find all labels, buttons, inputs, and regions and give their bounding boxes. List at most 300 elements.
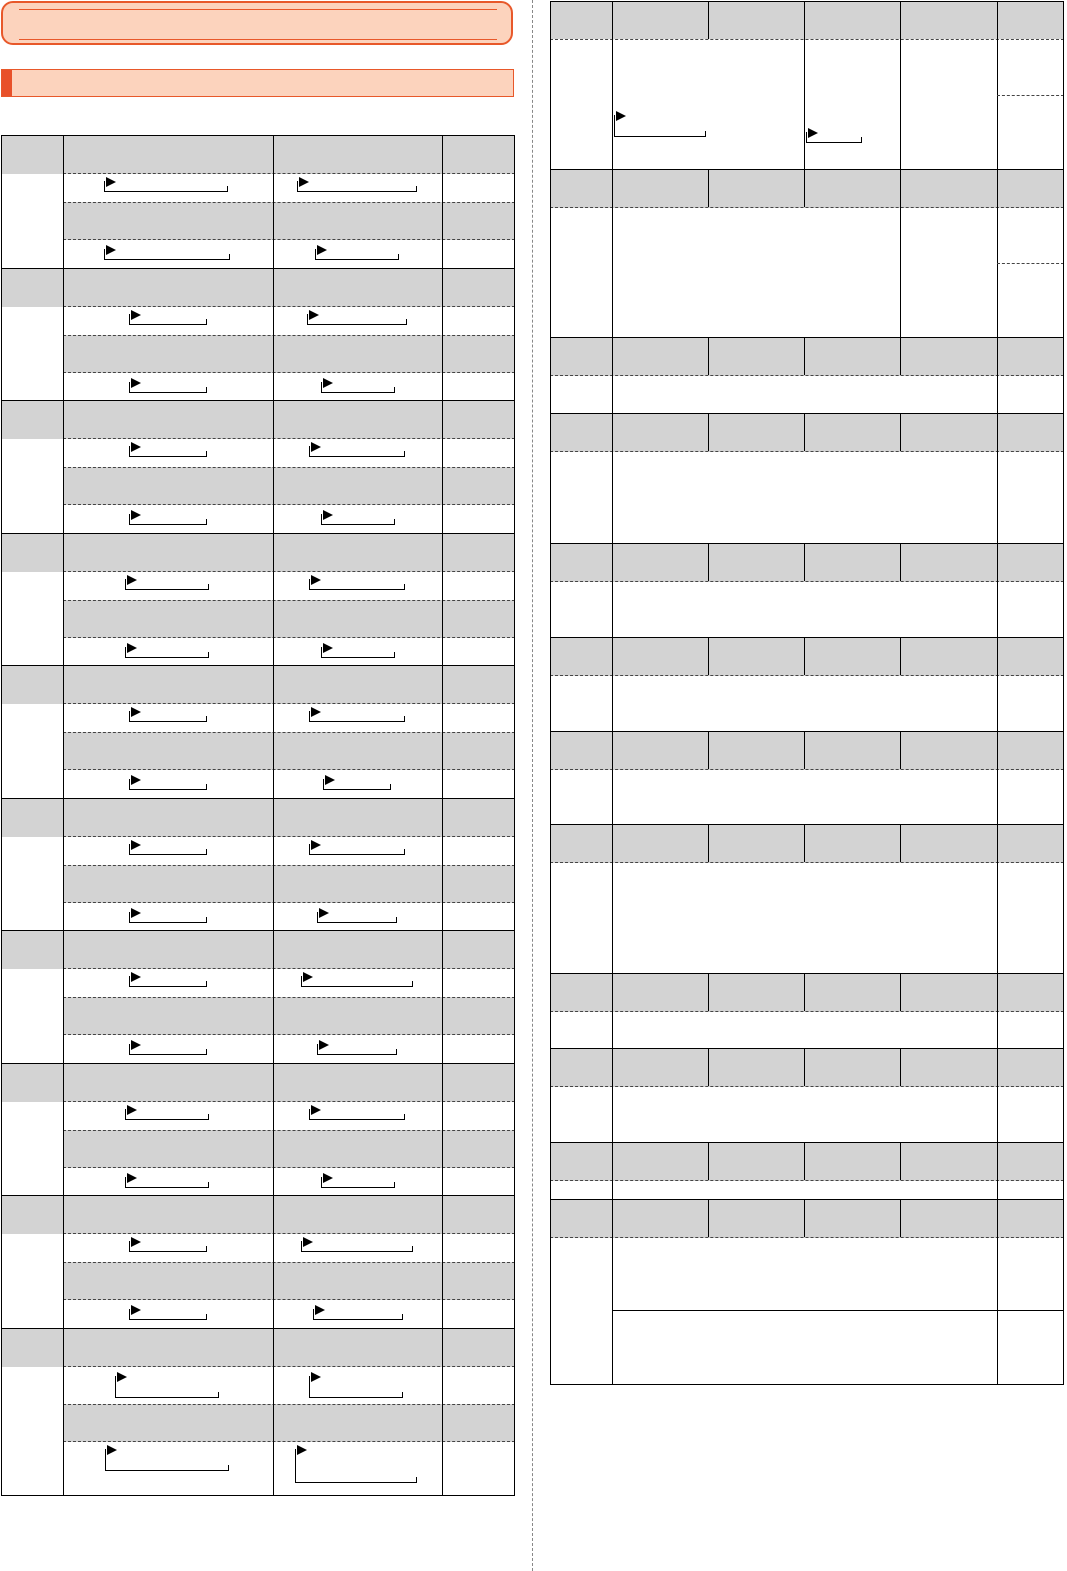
route-arrow-icon	[297, 181, 417, 192]
column-rule	[900, 207, 901, 337]
route-arrow-right	[218, 1392, 219, 1398]
column-rule	[708, 637, 709, 675]
column-rule	[997, 1, 998, 39]
route-arrow-icon	[301, 976, 413, 987]
route-arrow-head-icon	[311, 840, 321, 850]
column-rule	[997, 451, 998, 543]
table-subheader-row	[63, 1130, 515, 1168]
route-arrow-right	[208, 1182, 209, 1188]
column-rule	[900, 169, 901, 207]
route-arrow-right	[206, 1049, 207, 1055]
route-arrow-icon	[323, 779, 391, 790]
route-arrow-right	[406, 319, 407, 325]
route-arrow-line	[317, 922, 397, 923]
route-arrow-left	[104, 249, 105, 260]
table-header-row	[550, 1, 1064, 39]
route-arrow-left	[129, 446, 130, 457]
route-arrow-right	[404, 849, 405, 855]
row-rule	[550, 1086, 1064, 1087]
column-rule	[997, 824, 998, 862]
column-rule	[804, 169, 805, 207]
route-arrow-line	[301, 986, 413, 987]
route-arrow-left	[301, 1241, 302, 1252]
route-arrow-left	[115, 1376, 116, 1398]
route-arrow-icon	[104, 249, 230, 260]
column-rule	[900, 973, 901, 1011]
column-rule	[442, 135, 443, 1496]
route-arrow-line	[309, 721, 405, 722]
table-header-row	[550, 824, 1064, 863]
route-arrow-right	[394, 519, 395, 525]
route-arrow-left	[129, 976, 130, 987]
route-arrow-icon	[105, 1449, 229, 1471]
route-arrow-icon	[321, 382, 395, 393]
route-arrow-icon	[125, 1109, 209, 1120]
route-arrow-head-icon	[311, 707, 321, 717]
title-rule-bottom	[19, 39, 497, 40]
row-rule	[550, 451, 1064, 452]
column-rule	[804, 824, 805, 862]
route-arrow-head-icon	[131, 378, 141, 388]
table-subheader-row	[63, 467, 515, 505]
column-rule	[997, 1086, 998, 1142]
column-rule	[804, 413, 805, 451]
route-arrow-head-icon	[127, 643, 137, 653]
column-rule	[804, 543, 805, 581]
route-arrow-left	[125, 1109, 126, 1120]
route-arrow-left	[105, 1449, 106, 1471]
route-arrow-head-icon	[319, 908, 329, 918]
route-arrow-icon	[129, 1309, 207, 1320]
column-rule	[900, 1199, 901, 1237]
section-marker	[2, 70, 12, 96]
route-arrow-left	[125, 647, 126, 658]
route-arrow-left	[297, 181, 298, 192]
table-subheader-row	[63, 997, 515, 1035]
column-rule	[273, 135, 274, 1496]
route-arrow-head-icon	[131, 442, 141, 452]
route-arrow-left	[323, 779, 324, 790]
route-arrow-head-icon	[106, 177, 116, 187]
right-table	[550, 1, 1064, 1385]
column-rule	[708, 1, 709, 39]
route-arrow-icon	[125, 579, 209, 590]
route-arrow-right	[390, 784, 391, 790]
route-arrow-line	[105, 1470, 229, 1471]
route-arrow-head-icon	[297, 1445, 307, 1455]
table-header-row	[550, 413, 1064, 452]
column-rule	[612, 451, 613, 543]
route-arrow-line	[129, 524, 207, 525]
column-rule	[708, 824, 709, 862]
column-rule	[997, 1180, 998, 1200]
route-arrow-right	[208, 1114, 209, 1120]
route-arrow-left	[129, 711, 130, 722]
row-rule	[550, 207, 1064, 208]
table-header-row	[1, 533, 515, 572]
route-arrow-right	[404, 1114, 405, 1120]
route-arrow-right	[227, 186, 228, 192]
column-rule	[612, 731, 613, 769]
column-rule	[708, 731, 709, 769]
route-arrow-line	[129, 1054, 207, 1055]
route-arrow-icon	[129, 1241, 207, 1252]
route-arrow-left	[295, 1449, 296, 1483]
route-arrow-right	[404, 716, 405, 722]
route-arrow-head-icon	[106, 245, 116, 255]
column-rule	[900, 337, 901, 375]
route-arrow-icon	[806, 132, 862, 143]
route-arrow-right	[394, 387, 395, 393]
route-arrow-right	[416, 1477, 417, 1483]
row-rule	[550, 1237, 1064, 1238]
route-arrow-icon	[104, 181, 228, 192]
route-arrow-line	[614, 136, 706, 137]
route-arrow-line	[129, 1319, 207, 1320]
route-arrow-head-icon	[303, 1237, 313, 1247]
column-rule	[804, 1199, 805, 1237]
column-rule	[708, 413, 709, 451]
column-rule	[612, 1048, 613, 1086]
column-rule	[900, 39, 901, 169]
route-arrow-left	[614, 115, 615, 137]
table-subheader-row	[63, 1404, 515, 1442]
route-arrow-right	[861, 137, 862, 143]
route-arrow-right	[402, 1392, 403, 1398]
route-arrow-right	[206, 784, 207, 790]
route-arrow-head-icon	[311, 1372, 321, 1382]
table-header-row	[550, 337, 1064, 376]
route-arrow-line	[125, 1187, 209, 1188]
route-arrow-line	[129, 1251, 207, 1252]
route-arrow-left	[321, 382, 322, 393]
route-arrow-head-icon	[317, 245, 327, 255]
column-rule	[900, 731, 901, 769]
row-rule	[550, 375, 1064, 376]
route-arrow-left	[301, 976, 302, 987]
route-arrow-right	[394, 1182, 395, 1188]
route-arrow-line	[125, 1119, 209, 1120]
column-rule	[997, 581, 998, 637]
route-arrow-right	[206, 849, 207, 855]
route-arrow-right	[398, 254, 399, 260]
route-arrow-line	[129, 922, 207, 923]
table-subheader-row	[63, 202, 515, 240]
route-arrow-icon	[313, 1309, 403, 1320]
route-arrow-icon	[614, 115, 706, 137]
route-arrow-left	[129, 1044, 130, 1055]
route-arrow-right	[394, 652, 395, 658]
column-rule	[997, 769, 998, 825]
route-arrow-head-icon	[127, 1173, 137, 1183]
route-arrow-right	[206, 1314, 207, 1320]
table-header-row	[1, 135, 515, 174]
row-rule	[997, 263, 1064, 264]
column-rule	[612, 39, 613, 169]
route-arrow-icon	[129, 1044, 207, 1055]
route-arrow-line	[115, 1397, 219, 1398]
route-arrow-head-icon	[616, 111, 626, 121]
column-rule	[997, 413, 998, 451]
table-header-row	[550, 543, 1064, 582]
column-rule	[997, 637, 998, 675]
route-arrow-right	[206, 319, 207, 325]
route-arrow-left	[125, 1177, 126, 1188]
route-arrow-right	[396, 917, 397, 923]
column-rule	[997, 862, 998, 973]
route-arrow-head-icon	[131, 840, 141, 850]
column-rule	[804, 337, 805, 375]
route-arrow-line	[297, 191, 417, 192]
route-arrow-left	[307, 314, 308, 325]
route-arrow-line	[129, 324, 207, 325]
column-rule	[997, 337, 998, 375]
column-rule	[997, 543, 998, 581]
column-rule	[612, 824, 613, 862]
route-arrow-left	[315, 249, 316, 260]
route-arrow-head-icon	[323, 643, 333, 653]
route-arrow-head-icon	[311, 575, 321, 585]
route-arrow-right	[228, 1465, 229, 1471]
table-header-row	[1, 798, 515, 837]
route-arrow-head-icon	[311, 442, 321, 452]
route-arrow-head-icon	[107, 1445, 117, 1455]
route-arrow-line	[806, 142, 862, 143]
table-header-row	[550, 169, 1064, 208]
route-arrow-icon	[115, 1376, 219, 1398]
column-rule	[612, 1237, 613, 1385]
route-arrow-left	[309, 711, 310, 722]
table-subheader-row	[63, 335, 515, 373]
route-arrow-left	[129, 382, 130, 393]
route-arrow-right	[396, 1049, 397, 1055]
column-rule	[708, 169, 709, 207]
route-arrow-right	[229, 254, 230, 260]
column-rule	[612, 581, 613, 637]
column-rule	[997, 1237, 998, 1385]
row-rule	[997, 95, 1064, 96]
table-header-row	[550, 1048, 1064, 1087]
route-arrow-line	[307, 324, 407, 325]
route-arrow-left	[321, 514, 322, 525]
table-subheader-row	[63, 732, 515, 770]
route-arrow-left	[317, 1044, 318, 1055]
route-arrow-line	[125, 589, 209, 590]
route-arrow-head-icon	[315, 1305, 325, 1315]
column-rule	[804, 1142, 805, 1180]
column-rule	[804, 1, 805, 39]
route-arrow-icon	[129, 844, 207, 855]
route-arrow-right	[206, 1246, 207, 1252]
route-arrow-line	[309, 1397, 403, 1398]
table-header-row	[550, 1199, 1064, 1238]
route-arrow-head-icon	[323, 1173, 333, 1183]
route-arrow-right	[206, 387, 207, 393]
route-arrow-icon	[321, 647, 395, 658]
route-arrow-head-icon	[131, 510, 141, 520]
route-arrow-left	[309, 1376, 310, 1398]
table-header-row	[1, 400, 515, 439]
column-rule	[612, 1180, 613, 1200]
row-rule	[550, 39, 1064, 40]
route-arrow-right	[404, 451, 405, 457]
column-rule	[997, 731, 998, 769]
column-rule	[612, 1142, 613, 1180]
route-arrow-line	[309, 854, 405, 855]
route-arrow-head-icon	[325, 775, 335, 785]
route-arrow-head-icon	[323, 510, 333, 520]
route-arrow-head-icon	[311, 1105, 321, 1115]
route-arrow-line	[309, 1119, 405, 1120]
route-arrow-line	[129, 392, 207, 393]
route-arrow-head-icon	[131, 908, 141, 918]
route-arrow-icon	[129, 711, 207, 722]
column-rule	[612, 337, 613, 375]
route-arrow-left	[129, 1309, 130, 1320]
column-rule	[997, 1048, 998, 1086]
route-arrow-right	[416, 186, 417, 192]
route-arrow-icon	[309, 446, 405, 457]
column-rule	[63, 135, 64, 1496]
route-arrow-head-icon	[131, 1237, 141, 1247]
route-arrow-line	[323, 789, 391, 790]
column-rule	[997, 207, 998, 337]
route-arrow-left	[104, 181, 105, 192]
route-arrow-line	[129, 456, 207, 457]
column-rule	[612, 973, 613, 1011]
column-rule	[612, 1199, 613, 1237]
route-arrow-head-icon	[299, 177, 309, 187]
route-arrow-icon	[309, 579, 405, 590]
route-arrow-right	[402, 1314, 403, 1320]
route-arrow-right	[705, 131, 706, 137]
route-arrow-icon	[317, 912, 397, 923]
row-rule	[550, 769, 1064, 770]
column-divider	[532, 0, 533, 1571]
route-arrow-head-icon	[131, 310, 141, 320]
route-arrow-line	[301, 1251, 413, 1252]
route-arrow-icon	[309, 844, 405, 855]
column-rule	[804, 731, 805, 769]
route-arrow-icon	[317, 1044, 397, 1055]
column-rule	[900, 1142, 901, 1180]
route-arrow-head-icon	[319, 1040, 329, 1050]
route-arrow-line	[317, 1054, 397, 1055]
route-arrow-icon	[129, 446, 207, 457]
table-subheader-row	[63, 1262, 515, 1300]
table-header-row	[550, 637, 1064, 676]
route-arrow-icon	[129, 314, 207, 325]
route-arrow-line	[309, 589, 405, 590]
route-arrow-icon	[129, 912, 207, 923]
column-rule	[900, 413, 901, 451]
table-header-row	[1, 1063, 515, 1102]
route-arrow-line	[321, 392, 395, 393]
route-arrow-line	[129, 854, 207, 855]
column-rule	[997, 169, 998, 207]
column-rule	[997, 675, 998, 731]
table-header-row	[1, 665, 515, 704]
route-arrow-head-icon	[127, 575, 137, 585]
route-arrow-icon	[307, 314, 407, 325]
route-arrow-icon	[295, 1449, 417, 1483]
route-arrow-left	[321, 1177, 322, 1188]
column-rule	[612, 375, 613, 413]
column-rule	[612, 543, 613, 581]
page-title-banner	[1, 1, 513, 45]
column-rule	[804, 637, 805, 675]
route-arrow-left	[309, 579, 310, 590]
route-arrow-head-icon	[131, 972, 141, 982]
route-arrow-icon	[125, 1177, 209, 1188]
route-arrow-head-icon	[127, 1105, 137, 1115]
column-rule	[997, 1142, 998, 1180]
column-rule	[997, 1011, 998, 1049]
route-arrow-left	[313, 1309, 314, 1320]
column-rule	[612, 207, 613, 337]
column-rule	[612, 675, 613, 731]
section-heading	[1, 69, 514, 97]
column-rule	[708, 543, 709, 581]
column-rule	[997, 973, 998, 1011]
route-arrow-left	[129, 314, 130, 325]
row-rule	[550, 675, 1064, 676]
route-arrow-line	[129, 721, 207, 722]
route-arrow-right	[206, 451, 207, 457]
table-header-row	[550, 1142, 1064, 1181]
route-arrow-icon	[129, 976, 207, 987]
route-arrow-icon	[301, 1241, 413, 1252]
column-rule	[900, 1, 901, 39]
route-arrow-head-icon	[117, 1372, 127, 1382]
table-header-row	[1, 1195, 515, 1234]
row-rule	[550, 862, 1064, 863]
route-arrow-line	[321, 524, 395, 525]
route-arrow-left	[129, 1241, 130, 1252]
route-arrow-line	[295, 1482, 417, 1483]
route-arrow-head-icon	[323, 378, 333, 388]
route-arrow-line	[125, 657, 209, 658]
table-header-row	[550, 973, 1064, 1012]
row-rule	[550, 1011, 1064, 1012]
column-rule	[612, 862, 613, 973]
column-rule	[708, 337, 709, 375]
route-arrow-right	[206, 519, 207, 525]
column-rule	[804, 1048, 805, 1086]
route-arrow-icon	[129, 779, 207, 790]
route-arrow-line	[321, 657, 395, 658]
route-arrow-line	[104, 259, 230, 260]
table-subheader-row	[63, 865, 515, 903]
column-rule	[612, 1011, 613, 1049]
table-header-row	[1, 930, 515, 969]
route-arrow-line	[313, 1319, 403, 1320]
column-rule	[708, 973, 709, 1011]
route-arrow-head-icon	[808, 128, 818, 138]
route-arrow-icon	[309, 1376, 403, 1398]
route-arrow-icon	[125, 647, 209, 658]
column-rule	[612, 1, 613, 39]
row-rule	[550, 581, 1064, 582]
route-arrow-line	[129, 986, 207, 987]
route-arrow-right	[412, 981, 413, 987]
column-rule	[997, 39, 998, 169]
column-rule	[900, 543, 901, 581]
route-arrow-head-icon	[131, 775, 141, 785]
left-table	[1, 135, 515, 1496]
route-arrow-left	[129, 779, 130, 790]
row-rule	[612, 1310, 1064, 1311]
